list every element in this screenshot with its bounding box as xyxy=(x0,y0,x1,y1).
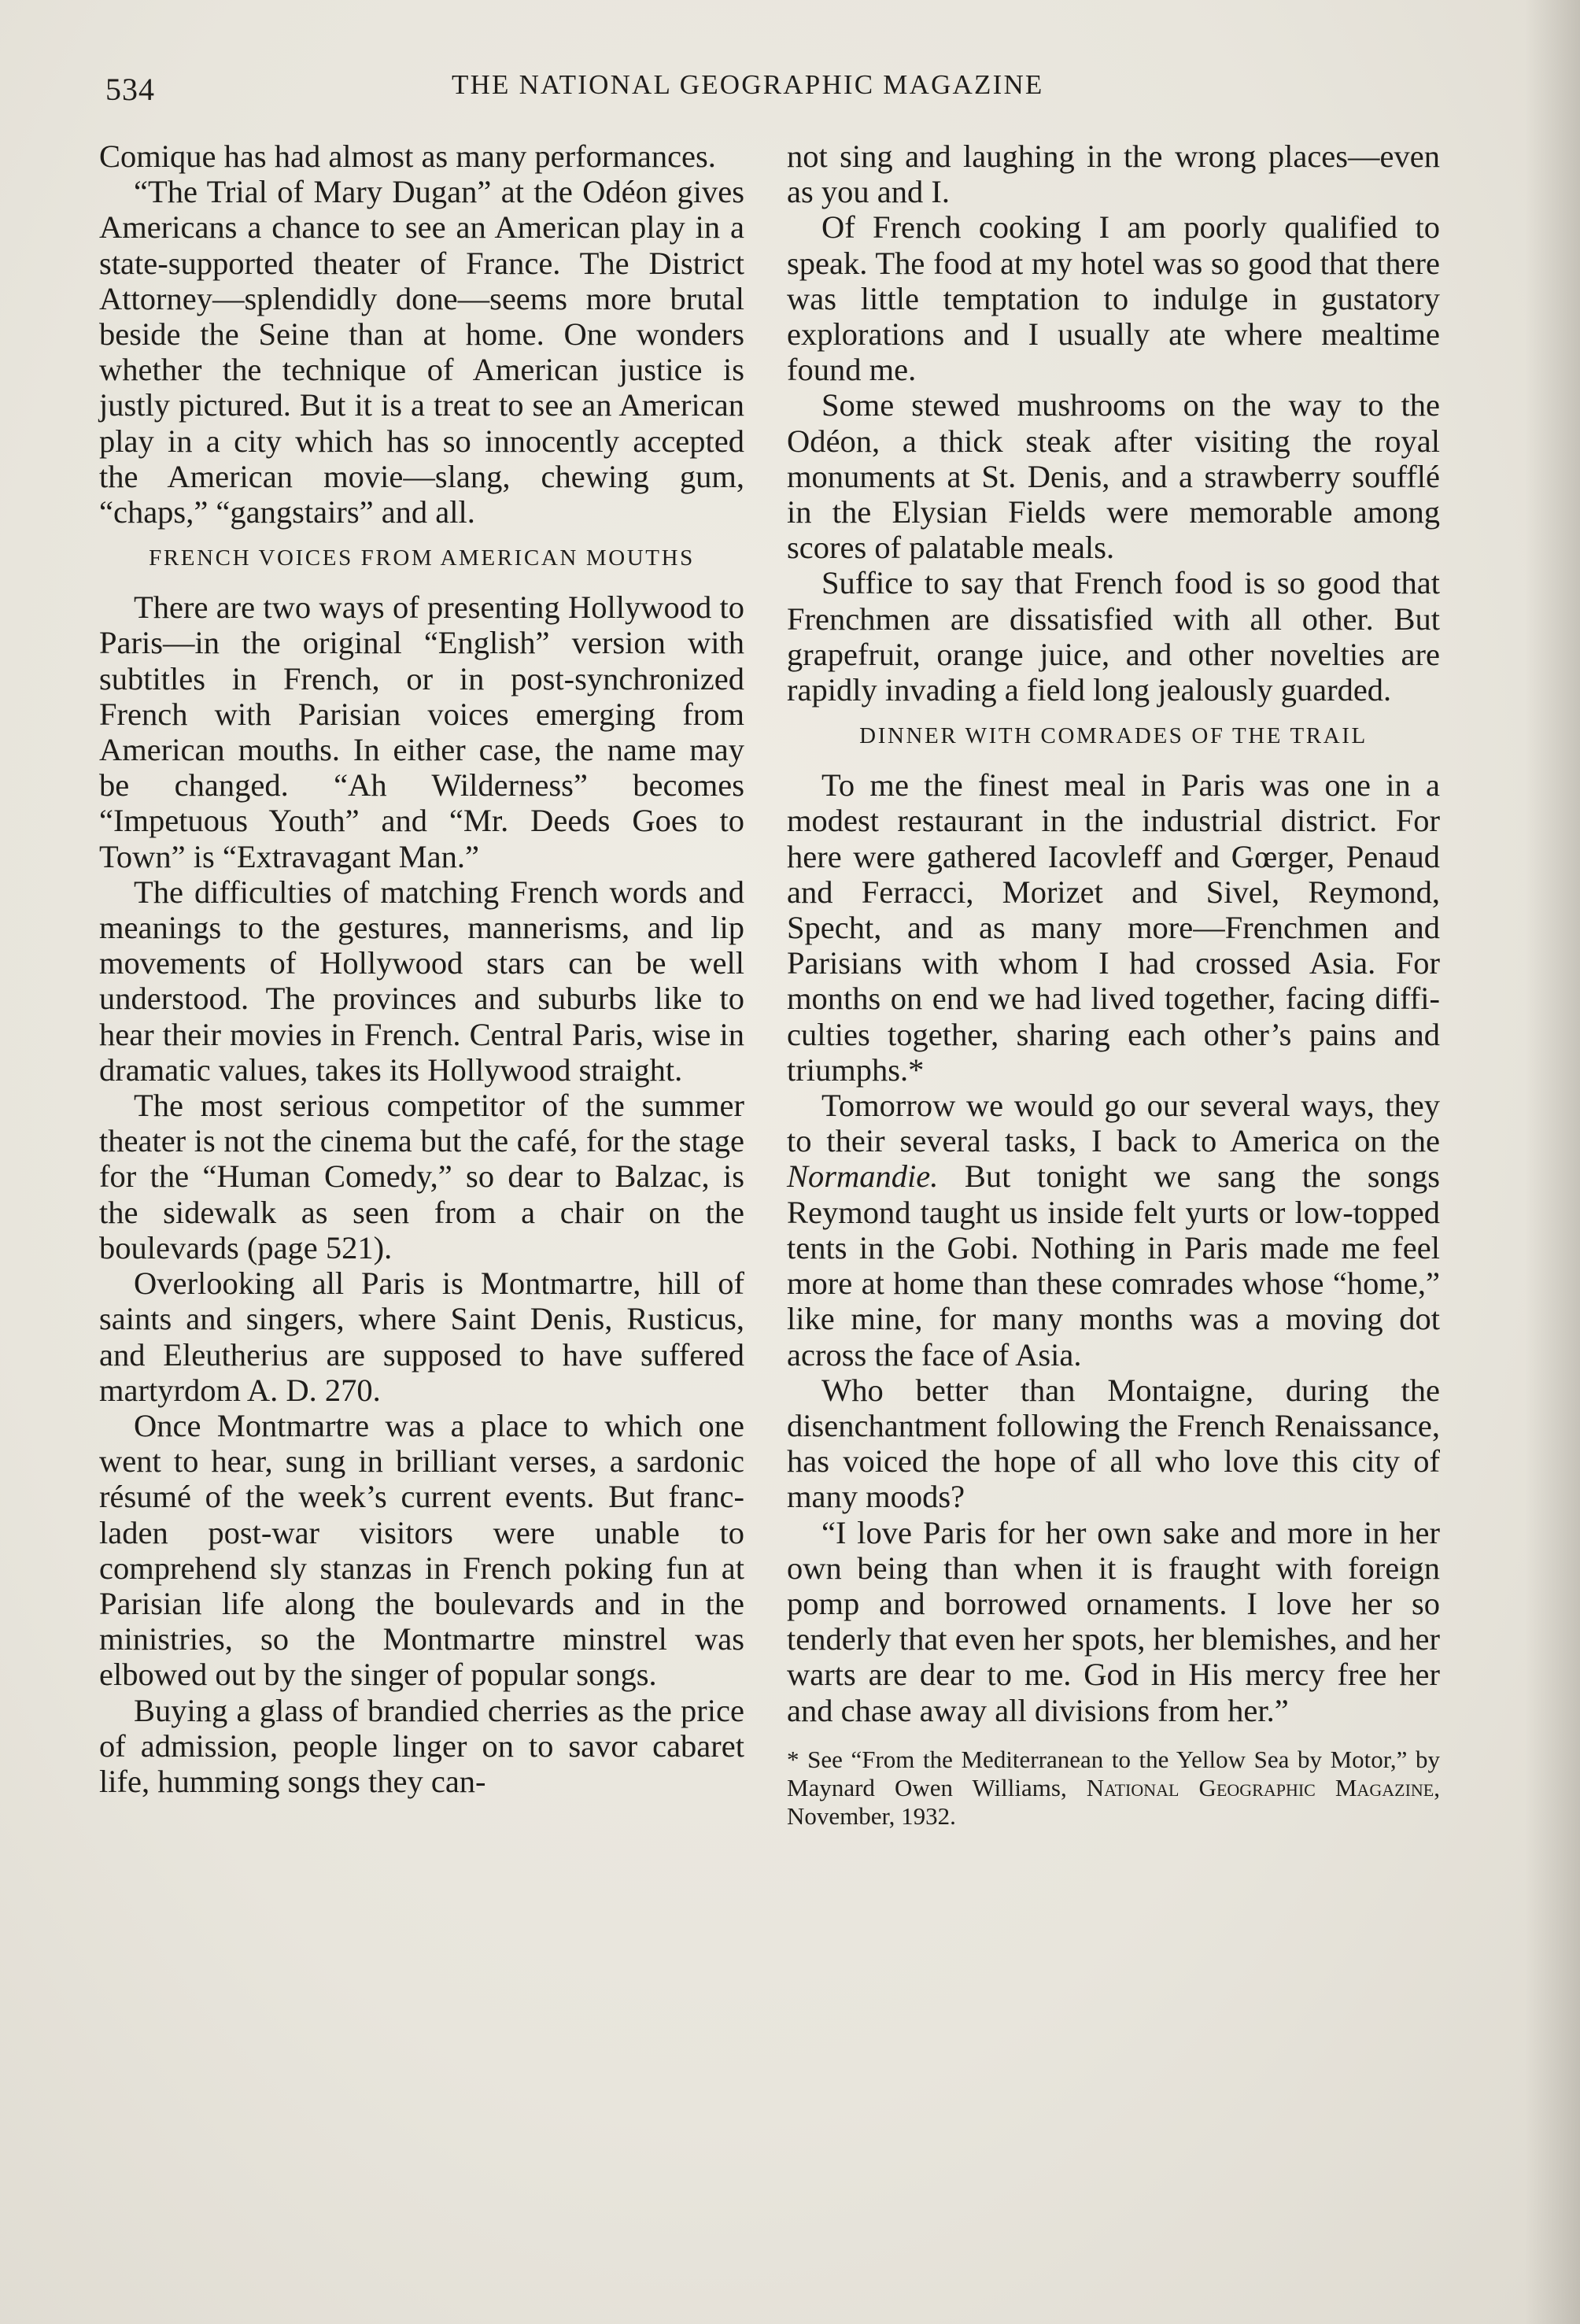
paragraph: Comique has had almost as many performances. xyxy=(99,139,716,174)
footnote xyxy=(787,1746,1440,1831)
magazine-title: THE NATIONAL GEOGRAPHIC MAGAZINE xyxy=(452,69,1044,100)
section-heading: DINNER WITH COMRADES OF THE TRAIL xyxy=(859,723,1368,749)
paragraph: The difficulties of matching French words and meanings to the gestures, mannerisms, and lip movements of Hollywood stars can be well understood. The provinces and suburbs like to hear their movies in French. Central Paris, wise in dramatic values, takes its Hollywood straight. xyxy=(99,874,744,1088)
paragraph: There are two ways of presenting Hollywood to Paris—in the original “English” version with subtitles in French, or in post-synchronized French with Parisian voices emerging from American mouths. In either case, the name may be changed. “Ah Wilderness” becomes “Impetuous Youth” and “Mr. Deeds Goes to Town” is “Extravagant Man.” xyxy=(99,589,744,874)
footnote-text: November, 1932. xyxy=(787,1801,956,1830)
section-heading: FRENCH VOICES FROM AMERICAN MOUTHS xyxy=(149,545,695,571)
page-number: 534 xyxy=(105,72,155,107)
left-column xyxy=(99,139,744,1799)
footnote-magazine-name: National Geographic Magazine, xyxy=(1086,1773,1440,1801)
paragraph: Overlooking all Paris is Montmartre, hill of saints and singers, where Saint Denis, Rusticus, and Eleutherius are supposed to have suffered martyrdom A. D. 270. xyxy=(99,1265,744,1408)
paragraph: To me the finest meal in Paris was one in a modest restaurant in the industrial district. For here were gathered Iacovleff and Gœrger, Penaud and Ferracci, Morizet and Sivel, Reymond, Specht, and as many more—Frenchmen and Parisians with whom I had crossed Asia. For months on end we had lived together, facing difficulties together, sharing each other’s pains and triumphs.* xyxy=(787,767,1440,1088)
paragraph: Buying a glass of brandied cherries as the price of admission, people linger on to savor cabaret life, humming songs they can- xyxy=(99,1692,744,1799)
paragraph: Suffice to say that French food is so good that Frenchmen are dissatisfied with all other. But grapefruit, orange juice, and other novelties are rapidly invading a field long jealously guarded. xyxy=(787,565,1440,708)
footnote-text: * See “From the Mediterranean to the Yellow Sea by Motor,” by Maynard Owen Williams, xyxy=(787,1745,1440,1801)
paragraph: Once Montmartre was a place to which one went to hear, sung in brilliant verses, a sardonic résumé of the week’s current events. But franc-laden post-war visitors were unable to comprehend sly stanzas in French poking fun at Parisian life along the boulevards and in the ministries, so the Montmartre minstrel was elbowed out by the singer of popular songs. xyxy=(99,1407,744,1693)
running-head xyxy=(105,68,1440,109)
paragraph: Some stewed mushrooms on the way to the Odéon, a thick steak after visiting the royal monuments at St. Denis, and a strawberry soufflé in the Elysian Fields were memorable among scores of palatable meals. xyxy=(787,387,1440,566)
ship-name: Normandie. xyxy=(787,1158,939,1195)
paragraph xyxy=(787,1088,1440,1373)
right-column xyxy=(787,139,1440,1831)
paragraph: Of French cooking I am poorly qualified to speak. The food at my hotel was so good that there was little temptation to indulge in gustatory explorations and I usually ate where mealtime found me. xyxy=(787,209,1440,388)
paragraph: Who better than Montaigne, during the disenchantment following the French Renaissance, has voiced the hope of all who love this city of many moods? xyxy=(787,1372,1440,1515)
paragraph-text: Tomorrow we would go our several ways, they to their several tasks, I back to America on the xyxy=(787,1088,1440,1159)
paragraph: “The Trial of Mary Dugan” at the Odéon gives Americans a chance to see an American play in a state-supported theater of France. The District Attorney—splendidly done—seems more brutal beside the Seine than at home. One wonders whether the technique of American justice is justly pictured. But it is a treat to see an American play in a city which has so innocently accepted the American movie—slang, chewing gum, “chaps,” “gangstairs” and all. xyxy=(99,174,744,530)
paragraph: not sing and laughing in the wrong places—even as you and I. xyxy=(787,139,1440,210)
paragraph: “I love Paris for her own sake and more in her own being than when it is fraught with foreign pomp and borrowed ornaments. I love her so tenderly that even her spots, her blemishes, and her warts are dear to me. God in His mercy free her and chase away all divisions from her.” xyxy=(787,1514,1440,1728)
paragraph: The most serious competitor of the summer theater is not the cinema but the café, for the stage for the “Human Comedy,” so dear to Balzac, is the sidewalk as seen from a chair on the boulevards (page 521). xyxy=(99,1088,744,1265)
paragraph-text: But tonight we sang the songs Reymond taught us inside felt yurts or low-topped tents in the Gobi. Nothing in Paris made me feel more at home than these comrades whose “home,” like mine, for many months was a moving dot across the face of Asia. xyxy=(787,1158,1440,1373)
